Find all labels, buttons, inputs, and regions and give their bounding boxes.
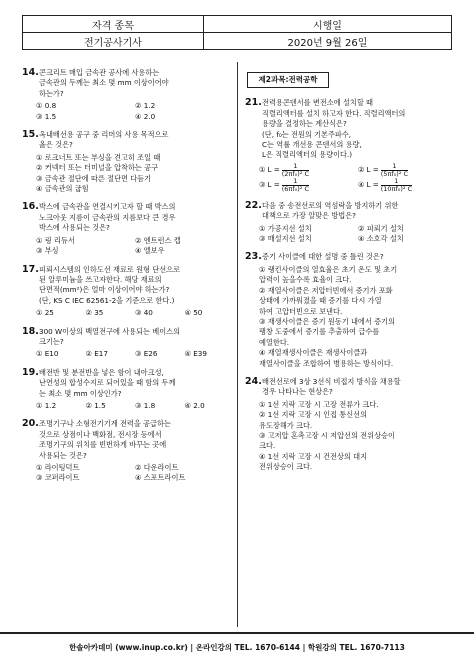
answer-option[interactable]: ③ 1.5	[36, 111, 57, 121]
answer-option[interactable]: ③ 재생사이클은 증기 원동기 내에서 증기의 팽창 도중에서 증기를 추출하여 급수를 예열한다.	[259, 316, 395, 347]
question-options	[22, 401, 234, 411]
answer-option[interactable]: ③ 1.8	[135, 400, 156, 410]
formula-lhs: L =	[366, 165, 379, 175]
question-options	[22, 463, 234, 484]
answer-option[interactable]: ③ E26	[135, 349, 158, 359]
answer-option[interactable]: ② 재열사이클은 저압터빈에서 증기가 포화 상태에 가까워졌을 때 증기를 다시 가열 하여 고압터빈으로 보낸다.	[259, 285, 393, 316]
exam-value: 전기공사기사	[23, 33, 204, 50]
answer-option[interactable]: ③ 40	[135, 308, 153, 318]
question-19	[22, 368, 234, 412]
question-21	[245, 98, 457, 192]
question-options	[22, 236, 234, 257]
question-options	[245, 400, 457, 473]
answer-option[interactable]: ① 가공지선 설치	[259, 223, 312, 233]
answer-option[interactable]: ② 엔트런스 캡	[135, 235, 181, 245]
question-stem: 300 W이상의 백열전구에 사용되는 베이스의 크기는?	[39, 326, 181, 346]
answer-option[interactable]: ① 링 리듀서	[36, 235, 75, 245]
answer-option[interactable]: ② 35	[85, 308, 104, 318]
answer-option[interactable]: ③ 고저압 혼촉고장 시 저압선의 전위상승이 크다.	[259, 430, 395, 451]
fraction	[381, 178, 412, 193]
answer-option[interactable]: ④ 2.0	[135, 111, 156, 121]
answer-option[interactable]	[358, 163, 457, 178]
formula-lhs: L =	[267, 180, 280, 190]
question-stem: 박스에 금속관을 연결시키고자 할 때 박스의 노크아웃 지름이 금속관의 지름보다 큰 경우 박스에 사용되는 것은?	[39, 202, 176, 233]
question-number: 17.	[22, 263, 39, 275]
numerator: 1	[381, 163, 408, 171]
answer-option[interactable]: ② E17	[85, 349, 108, 359]
answer-option[interactable]: ④ 엘보우	[135, 246, 165, 256]
question-23	[245, 252, 457, 368]
question-number: 24.	[245, 375, 262, 387]
answer-option[interactable]: ④ 스포트라이트	[135, 473, 186, 483]
question-options	[22, 153, 234, 195]
answer-option[interactable]: ① 0.8	[36, 101, 57, 111]
answer-option[interactable]	[259, 163, 358, 178]
answer-option[interactable]: ① 25	[36, 308, 54, 318]
answer-option[interactable]: ③ 매설지선 설치	[259, 234, 312, 244]
question-number: 22.	[245, 199, 262, 211]
formula-lhs: L =	[267, 165, 280, 175]
question-stem: 옥내배선용 공구 중 리머의 사용 목적으로 옳은 것은?	[39, 130, 169, 150]
answer-option[interactable]: ③ 코퍼라이트	[36, 473, 80, 483]
answer-option[interactable]: ④ 소호각 설치	[358, 234, 404, 244]
question-18	[22, 327, 234, 360]
question-stem: 콘크리트 매입 금속관 공사에 사용하는 금속관의 두께는 최소 몇 mm 이상이어야 하는가?	[39, 68, 169, 98]
question-24	[245, 377, 457, 473]
answer-option[interactable]: ③ 금속관 절단에 따른 절단면 다듬기	[36, 173, 152, 183]
answer-option[interactable]	[259, 178, 358, 193]
question-number: 18.	[22, 325, 39, 337]
answer-option[interactable]: ② 커넥터 또는 터미널을 압착하는 공구	[36, 163, 159, 173]
denominator: (5πf₀)² C	[380, 169, 408, 178]
question-15	[22, 130, 234, 194]
answer-option[interactable]: ① 로크너트 또는 부싱을 견고히 조일 때	[36, 152, 161, 162]
answer-option[interactable]: ④ 2.0	[184, 400, 205, 410]
exam-header-table	[22, 15, 452, 50]
question-number: 21.	[245, 97, 262, 109]
left-column	[22, 68, 234, 492]
option-mark: ①	[259, 165, 266, 175]
question-note: (단, f₀는 전원의 기본주파수, C는 역률 개선용 콘덴서의 용량, L은 직렬리액터의 용량이다.)	[262, 129, 362, 160]
numerator: 1	[381, 178, 412, 186]
question-stem: 피뢰시스템의 인하도선 재료로 원형 단선으로 된 알루미늄을 쓰고자한다. 해당 재료의 단면적(mm²)은 얼마 이상이어야 하는가? (단, KS C IEC 62561-2을 기준으로 한다.)	[39, 264, 181, 305]
question-number: 15.	[22, 129, 39, 141]
fraction	[381, 163, 408, 178]
answer-option[interactable]: ② 1.5	[85, 400, 106, 410]
answer-option[interactable]: ① 라이팅덕트	[36, 463, 80, 472]
question-stem: 전력용콘덴서를 변전소에 설치할 때 직렬리액터를 설치 하고자 한다. 직렬리액터의 용량을 결정하는 계산식은?	[262, 98, 406, 129]
exam-label: 자격 종목	[23, 16, 204, 33]
denominator: (6πf₀)² C	[281, 184, 309, 193]
question-stem: 배전반 및 분전반을 넣은 함이 내아크성, 난연성의 합성수지로 되어있을 때 함의 두께 는 최소 몇 mm 이상인가?	[39, 367, 176, 398]
question-number: 16.	[22, 201, 39, 213]
question-number: 20.	[22, 418, 39, 430]
question-options	[22, 349, 234, 359]
date-value: 2020년 9월 26일	[203, 33, 451, 50]
answer-option[interactable]: ① 랭킨사이클의 열효율은 초기 온도 및 초기 압력이 높을수록 효율이 크다.	[259, 264, 398, 285]
question-stem: 다음 중 송전선로의 역섬락을 방지하기 위한 대책으로 가장 알맞은 방법은?	[262, 200, 399, 221]
answer-option[interactable]: ① 1선 지락 고장 시 고장 전류가 크다.	[259, 399, 379, 409]
question-options	[22, 308, 234, 318]
answer-option[interactable]: ② 1선 지락 고장 시 인접 통신선의 유도장해가 크다.	[259, 410, 368, 430]
answer-option[interactable]: ③ 부싱	[36, 246, 59, 256]
option-mark: ②	[358, 165, 365, 175]
subject-title: 제2과목:전력공학	[247, 72, 329, 88]
answer-option[interactable]: ④ 1선 지락 고장 시 건전상의 대지 전위상승이 크다.	[259, 451, 368, 472]
date-label: 시행일	[203, 16, 451, 33]
numerator: 1	[282, 178, 309, 186]
question-22	[245, 201, 457, 245]
denominator: (10πf₀)² C	[380, 184, 413, 193]
answer-option[interactable]: ④ 재열재생사이클은 재생사이클과 재열사이클을 조합하여 병용하는 방식이다.	[259, 348, 394, 368]
footer: 한솔아카데미 (www.inup.co.kr) | 온라인강의 TEL. 1670-6144 | 학원강의 TEL. 1670-7113	[0, 632, 474, 660]
question-options	[22, 101, 234, 122]
fraction	[282, 178, 309, 193]
question-number: 14.	[22, 67, 39, 78]
answer-option[interactable]	[358, 178, 457, 193]
question-stem: 배전선로에 3상 3선식 비접지 방식을 채용할 경우 나타나는 현상은?	[262, 376, 401, 397]
numerator: 1	[282, 163, 309, 171]
answer-option[interactable]: ④ 금속관의 굽힘	[36, 184, 89, 194]
question-stem: 조명기구나 소형전기기계 전력을 공급하는 것으로 상점이나 백화점, 전시장 등에서 조명기구의 위치를 빈번하게 바꾸는 곳에 사용되는 것은?	[39, 419, 171, 460]
question-20	[22, 419, 234, 483]
answer-option[interactable]: ④ E39	[184, 349, 207, 359]
answer-option[interactable]: ② 다운라이트	[135, 463, 179, 472]
right-questions	[245, 201, 457, 473]
question-stem: 증기 사이클에 대한 설명 중 틀린 것은?	[262, 252, 384, 262]
question-17	[22, 265, 234, 319]
right-column	[245, 68, 457, 481]
question-options	[245, 265, 457, 369]
answer-option[interactable]: ② 1.2	[135, 101, 156, 111]
option-mark: ④	[358, 180, 365, 190]
formula-lhs: L =	[366, 180, 379, 190]
question-14	[22, 68, 234, 122]
answer-option[interactable]: ② 피뢰기 설치	[358, 223, 404, 233]
answer-option[interactable]: ④ 50	[184, 308, 203, 318]
column-divider	[237, 62, 238, 627]
question-number: 19.	[22, 366, 39, 378]
question-options	[245, 224, 457, 245]
answer-option[interactable]: ① E10	[36, 349, 59, 359]
question-options	[245, 163, 457, 193]
option-mark: ③	[259, 180, 266, 190]
question-16	[22, 202, 234, 256]
fraction	[282, 163, 309, 178]
denominator: (2πf₀)² C	[281, 169, 309, 178]
answer-option[interactable]: ① 1.2	[36, 400, 57, 410]
question-number: 23.	[245, 251, 262, 263]
